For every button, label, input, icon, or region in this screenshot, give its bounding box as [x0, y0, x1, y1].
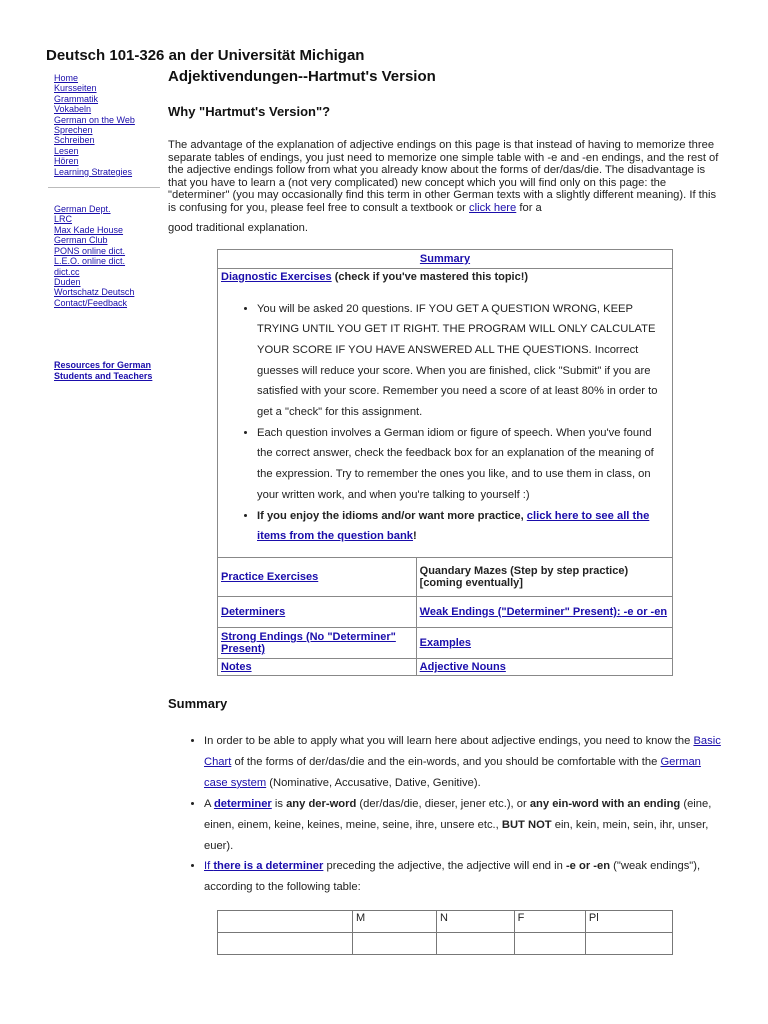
- table-cell: [514, 933, 585, 955]
- b2-bold3: BUT NOT: [501, 818, 552, 831]
- b2-end: ein, kein, mein, sein, ihr, unser, euer).: [204, 818, 709, 852]
- examples-cell: [416, 628, 672, 659]
- list-item: • Each question involves a German idiom or figure of speech. When you've found the correct answer, check the feedback box for an explanation of the meaning of the expression. Try to remember the ones you like, and to use them in class, on your written work, and when you're talking to yourself :): [257, 423, 669, 506]
- site-title: Deutsch 101-326 an der Universität Michigan: [46, 47, 365, 64]
- list-item: [204, 856, 724, 898]
- b2-bold1: any der-word: [286, 797, 357, 810]
- table-cell: [218, 933, 353, 955]
- diagnostic-exercises-link[interactable]: Diagnostic Exercises: [221, 270, 332, 283]
- b2-bold2: any ein-word with an ending: [529, 797, 681, 810]
- diagnostic-note: (check if you've mastered this topic!): [331, 270, 529, 283]
- quandary-cell: Quandary Mazes (Step by step practice) [coming eventually]: [416, 558, 672, 597]
- weak-endings-table: [217, 910, 673, 955]
- table-cell: [436, 933, 514, 955]
- b2-list: (eine, einen, einem, keine, keines, meine, seine, ihre, unsere etc.,: [204, 797, 712, 831]
- sidebar-link-german-dept[interactable]: German Dept.: [54, 204, 111, 215]
- bullet3-prefix: If you enjoy the idioms and/or want more practice,: [257, 509, 527, 522]
- intro-paragraph: [168, 139, 724, 235]
- sidebar-link-grammatik[interactable]: Grammatik: [54, 93, 99, 104]
- topic-nav-table: [217, 249, 673, 676]
- sidebar-link-hoeren[interactable]: Hören: [54, 156, 79, 167]
- sidebar-link-resources[interactable]: [54, 360, 164, 381]
- list-item: • You will be asked 20 questions. IF YOU GET A QUESTION WRONG, KEEP TRYING UNTIL YOU GET IT RIGHT. THE PROGRAM WILL ONLY CALCULATE YOUR SCORE IF YOU HAVE ANSWERED ALL THE QUESTIONS. Incorrect guesses will reduce your score. When you are finished, click "Submit" if you are satisfied with your score. Remember you need a score of at least 80% in order to get a "check" for this assignment.: [257, 299, 669, 423]
- table-cell: [353, 933, 437, 955]
- determiner-link[interactable]: determiner: [213, 797, 272, 810]
- notes-link[interactable]: Notes: [221, 661, 252, 673]
- b3-link-bold: there is a determiner: [213, 860, 324, 873]
- b3-mid: preceding the adjective, the adjective will end in: [323, 860, 566, 873]
- sidebar-link-vokabeln[interactable]: Vokabeln: [54, 104, 92, 115]
- table-cell: [585, 933, 672, 955]
- b3-end: ("weak endings"), according to the following table:: [204, 860, 701, 894]
- b2-is: is: [271, 797, 287, 810]
- sidebar-link-dict-cc[interactable]: dict.cc: [54, 266, 80, 277]
- resources-line-2: Students and Teachers: [54, 370, 153, 381]
- sidebar-link-pons[interactable]: PONS online dict.: [54, 245, 126, 256]
- weak-endings-cell: [416, 597, 672, 628]
- practice-cell: [218, 558, 417, 597]
- determiners-cell: [218, 597, 417, 628]
- b1-prefix: In order to be able to apply what you will learn here about adjective endings, you need to know the: [204, 735, 694, 747]
- strong-endings-cell: [218, 628, 417, 659]
- sidebar-divider: [48, 187, 160, 188]
- basic-chart-link[interactable]: Basic Chart: [204, 735, 721, 768]
- weak-endings-link[interactable]: Weak Endings ("Determiner" Present): -e or -en: [419, 606, 668, 618]
- adjective-nouns-cell: [416, 659, 672, 676]
- strong-endings-link[interactable]: Strong Endings (No "Determiner" Present): [221, 631, 396, 655]
- sidebar-link-lrc[interactable]: LRC: [54, 214, 73, 225]
- b1-middle: of the forms of der/das/die and the ein-words, and you should be comfortable with the: [231, 755, 661, 768]
- determiners-link[interactable]: Determiners: [221, 606, 286, 618]
- diagnostic-title: [221, 271, 669, 291]
- intro-last-line: good traditional explanation.: [168, 221, 308, 234]
- sidebar-link-german-club[interactable]: German Club: [54, 235, 108, 246]
- header-cell-empty: [218, 911, 353, 933]
- sidebar-link-leo[interactable]: L.E.O. online dict.: [54, 256, 126, 267]
- list-item: [204, 731, 724, 794]
- b2-a: A: [204, 797, 214, 810]
- diagnostic-cell: [218, 268, 673, 557]
- summary-heading: Summary: [168, 696, 228, 711]
- examples-link[interactable]: Examples: [419, 637, 472, 649]
- sidebar-link-schreiben[interactable]: Schreiben: [54, 135, 95, 146]
- intro-after-link: for a: [516, 201, 542, 214]
- sidebar-link-kursseiten[interactable]: Kursseiten: [54, 83, 97, 94]
- sidebar-link-lesen[interactable]: Lesen: [54, 145, 79, 156]
- sidebar-link-sprechen[interactable]: Sprechen: [54, 125, 93, 136]
- sidebar-nav: [54, 73, 164, 381]
- sidebar-link-german-on-the-web[interactable]: German on the Web: [54, 114, 135, 125]
- summary-cell: [218, 249, 673, 268]
- b3-bold: -e or -en: [565, 860, 611, 873]
- list-item: [204, 794, 724, 857]
- bullet3-suffix: !: [413, 530, 417, 543]
- adjective-nouns-link[interactable]: Adjective Nouns: [419, 661, 506, 673]
- sidebar-link-max-kade-house[interactable]: Max Kade House: [54, 224, 124, 235]
- main-content: [168, 68, 724, 955]
- if-determiner-link[interactable]: [204, 860, 323, 872]
- list-item: [257, 506, 669, 547]
- why-heading: Why "Hartmut's Version"?: [168, 104, 331, 119]
- practice-exercises-link[interactable]: Practice Exercises: [221, 571, 319, 583]
- header-cell-m: M: [353, 911, 437, 933]
- diagnostic-bullets: [221, 299, 669, 547]
- b3-link-text: If: [204, 860, 214, 873]
- intro-text: The advantage of the explanation of adjective endings on this page is that instead of having to memorize three separate tables of endings, you just need to memorize one simple table with -e and -en endings, and the rest of the adjective endings follow from what you already know about the forms of der/das/die. The disadvantage is that you have to learn a (not very complicated) new concept which you will find only on this page: the "determiner" (you may occasionally find this term in other German texts with a slightly different meaning). If this is confusing for you, please feel free to consult a textbook or: [168, 139, 719, 214]
- summary-link[interactable]: Summary: [419, 252, 471, 265]
- header-cell-f: F: [514, 911, 585, 933]
- resources-line-1: Resources for German: [54, 360, 152, 371]
- notes-cell: [218, 659, 417, 676]
- b1-suffix: (Nominative, Accusative, Dative, Genitive).: [266, 776, 481, 789]
- page-title: Adjektivendungen--Hartmut's Version: [168, 68, 436, 85]
- sidebar-link-learning-strategies[interactable]: Learning Strategies: [54, 166, 133, 177]
- header-cell-pl: Pl: [585, 911, 672, 933]
- sidebar-link-duden[interactable]: Duden: [54, 276, 81, 287]
- sidebar-link-home[interactable]: Home: [54, 73, 79, 83]
- header-cell-n: N: [436, 911, 514, 933]
- sidebar-link-wortschatz[interactable]: Wortschatz Deutsch: [54, 287, 135, 298]
- b2-mid: (der/das/die, dieser, jener etc.), or: [356, 797, 530, 810]
- case-system-link[interactable]: German case system: [204, 755, 701, 789]
- question-bank-link[interactable]: click here to see all the items from the question bank: [257, 509, 650, 543]
- summary-list: [168, 731, 724, 898]
- traditional-explanation-link[interactable]: click here: [469, 201, 517, 214]
- sidebar-link-contact[interactable]: Contact/Feedback: [54, 297, 128, 308]
